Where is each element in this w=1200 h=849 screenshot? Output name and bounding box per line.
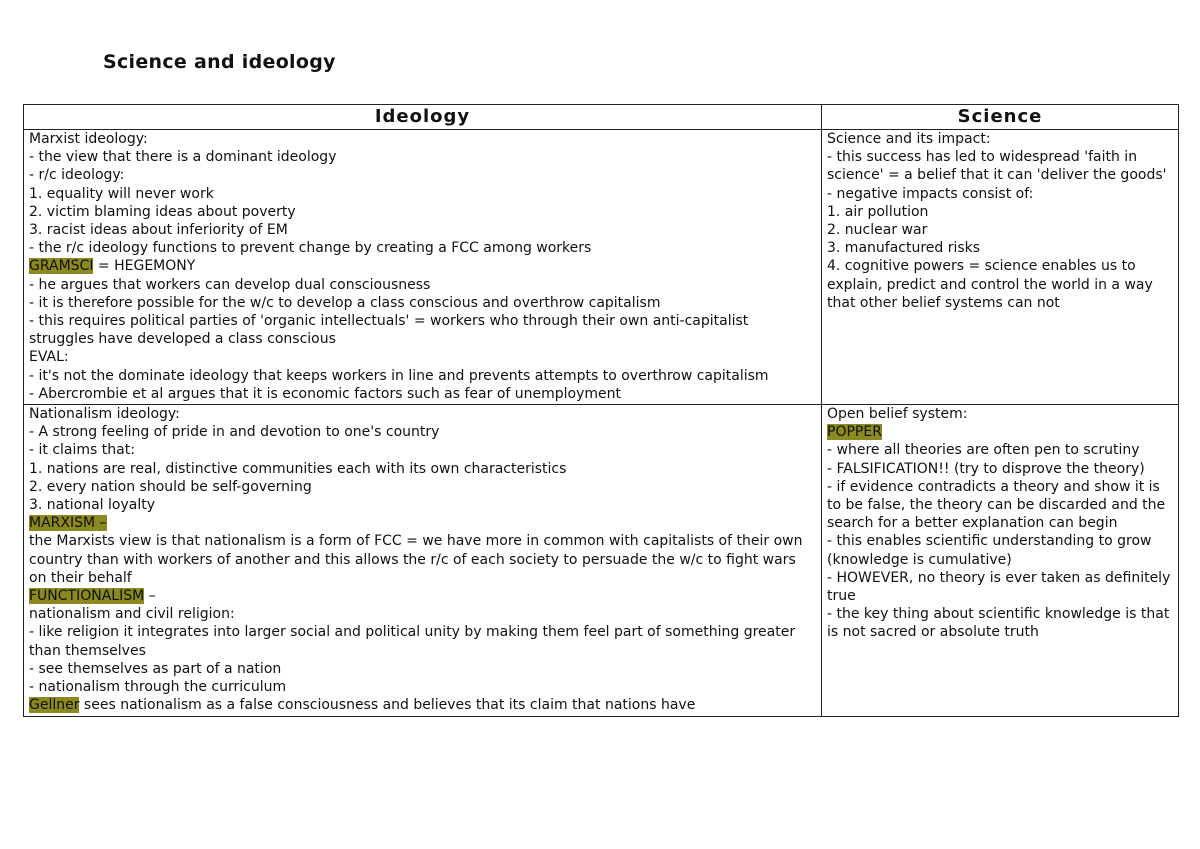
note-line: [29, 423, 816, 441]
notes-table: [23, 104, 1179, 717]
note-line: [29, 678, 816, 696]
table-row: [24, 405, 1179, 716]
note-text: - negative impacts consist of:: [827, 185, 1034, 202]
note-text: 4. cognitive powers = science enables us to explain, predict and control the world in a way that other belief systems can not: [827, 258, 1153, 311]
note-line: [29, 276, 816, 294]
note-line: [29, 166, 816, 184]
highlighted-term: POPPER: [827, 424, 882, 441]
note-line: [29, 185, 816, 203]
note-text: - it claims that:: [29, 442, 135, 459]
note-line: [827, 203, 1173, 221]
note-line: [29, 532, 816, 587]
highlighted-term: MARXISM –: [29, 515, 107, 532]
note-text: Open belief system:: [827, 406, 968, 423]
note-text: –: [144, 588, 156, 605]
note-text: Science and its impact:: [827, 131, 991, 147]
note-text: - FALSIFICATION!! (try to disprove the theory): [827, 460, 1145, 477]
note-line: [827, 460, 1173, 478]
note-text: - like religion it integrates into larger social and political unity by making them feel part of something greater than themselves: [29, 624, 796, 659]
note-text: 1. air pollution: [827, 203, 929, 220]
note-text: - Abercrombie et al argues that it is economic factors such as fear of unemployment: [29, 385, 622, 402]
document-title: Science and ideology: [103, 51, 336, 73]
note-line: [29, 257, 816, 275]
header-ideology: Ideology: [24, 105, 822, 130]
note-line: [827, 423, 1173, 441]
note-line: [29, 605, 816, 623]
note-line: [827, 148, 1173, 184]
note-text: sees nationalism as a false consciousness and believes that its claim that nations have: [79, 697, 696, 714]
note-text: = HEGEMONY: [93, 258, 196, 275]
note-line: [827, 405, 1173, 423]
note-text: - r/c ideology:: [29, 167, 125, 184]
note-line: [827, 130, 1173, 148]
note-text: 3. national loyalty: [29, 497, 155, 514]
table-row: [24, 130, 1179, 405]
note-line: [29, 405, 816, 423]
note-line: [29, 496, 816, 514]
note-text: 3. racist ideas about inferiority of EM: [29, 222, 288, 239]
note-line: [29, 148, 816, 166]
note-text: - the r/c ideology functions to prevent change by creating a FCC among workers: [29, 240, 592, 257]
note-text: 1. equality will never work: [29, 185, 214, 202]
note-line: [827, 239, 1173, 257]
note-line: [29, 514, 816, 532]
note-text: - the key thing about scientific knowledge is that is not sacred or absolute truth: [827, 606, 1170, 641]
note-text: - it's not the dominate ideology that keeps workers in line and prevents attempts to overthrow capitalism: [29, 367, 769, 384]
note-line: [29, 460, 816, 478]
note-line: [29, 478, 816, 496]
note-text: - where all theories are often pen to scrutiny: [827, 442, 1140, 459]
note-line: [29, 660, 816, 678]
note-line: [827, 257, 1173, 312]
note-text: - this requires political parties of 'organic intellectuals' = workers who through their own anti-capitalist struggles have developed a class conscious: [29, 313, 749, 348]
note-text: 2. victim blaming ideas about poverty: [29, 203, 296, 220]
note-text: - see themselves as part of a nation: [29, 660, 282, 677]
note-line: [29, 294, 816, 312]
header-science: Science: [822, 105, 1179, 130]
ideology-cell: [24, 405, 822, 716]
note-text: - he argues that workers can develop dual consciousness: [29, 276, 431, 293]
note-line: [827, 605, 1173, 641]
note-line: [29, 367, 816, 385]
note-line: [827, 569, 1173, 605]
note-line: [827, 221, 1173, 239]
note-line: [29, 130, 816, 148]
note-text: - HOWEVER, no theory is ever taken as definitely true: [827, 569, 1171, 605]
note-text: Nationalism ideology:: [29, 406, 180, 423]
note-text: 1. nations are real, distinctive communities each with its own characteristics: [29, 460, 567, 477]
highlighted-term: FUNCTIONALISM: [29, 588, 145, 605]
note-text: - this success has led to widespread 'faith in science' = a belief that it can 'deliver the goods': [827, 149, 1167, 184]
note-text: 3. manufactured risks: [827, 240, 981, 257]
note-line: [29, 239, 816, 257]
note-text: - if evidence contradicts a theory and show it is to be false, the theory can be discarded and the search for a better explanation can begin: [827, 478, 1166, 532]
note-line: [827, 185, 1173, 203]
note-line: [29, 221, 816, 239]
note-text: - A strong feeling of pride in and devotion to one's country: [29, 424, 440, 441]
science-cell: [822, 130, 1179, 405]
note-text: EVAL:: [29, 349, 69, 366]
table-header-row: [24, 105, 1179, 130]
science-cell: [822, 405, 1179, 716]
highlighted-term: GRAMSCI: [29, 258, 94, 275]
note-text: nationalism and civil religion:: [29, 606, 235, 623]
note-line: [29, 203, 816, 221]
note-line: [29, 385, 816, 403]
note-text: - the view that there is a dominant ideology: [29, 149, 337, 166]
note-line: [29, 623, 816, 659]
note-line: [827, 532, 1173, 568]
note-line: [29, 348, 816, 366]
ideology-cell: [24, 130, 822, 405]
note-text: 2. every nation should be self-governing: [29, 478, 312, 495]
note-line: [29, 312, 816, 348]
note-text: the Marxists view is that nationalism is a form of FCC = we have more in common with capitalists of their own country than with workers of another and this allows the r/c of each society to persuade the w/c to fight wars on their behalf: [29, 533, 803, 586]
note-line: [29, 696, 816, 714]
note-text: - it is therefore possible for the w/c to develop a class conscious and overthrow capitalism: [29, 294, 661, 311]
note-line: [29, 587, 816, 605]
note-line: [827, 441, 1173, 459]
note-text: - this enables scientific understanding to grow (knowledge is cumulative): [827, 533, 1152, 568]
highlighted-term: Gellner: [29, 697, 80, 714]
note-text: Marxist ideology:: [29, 131, 148, 147]
note-line: [827, 478, 1173, 533]
note-text: 2. nuclear war: [827, 222, 928, 239]
note-line: [29, 441, 816, 459]
note-text: - nationalism through the curriculum: [29, 679, 287, 696]
table-body: [24, 130, 1179, 717]
